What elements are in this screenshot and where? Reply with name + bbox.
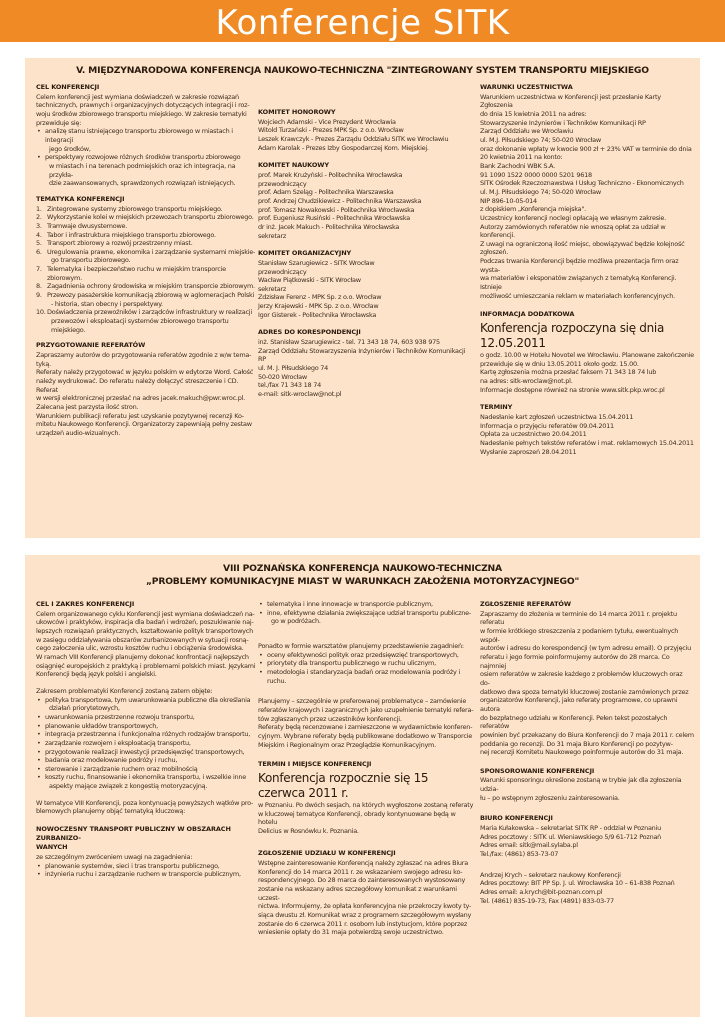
list-item: 3. Tramwaje dwusystemowe.	[36, 221, 128, 230]
text-line: NIP 896-10-05-014	[480, 196, 537, 205]
list-item: 5. Transport zbiorowy a rozwój przestrzenny miast.	[36, 239, 193, 248]
text-line: zostanie na wskazany adres szczegółowy komunikat z warunkami uczest-	[258, 885, 457, 902]
adres-list	[258, 338, 473, 399]
text-line: Tel. (4861) 835-19-73, Fax (4891) 833-03-77	[480, 896, 614, 905]
text-line: prof. Marek Krużyński - Politechnika Wrocławska	[258, 170, 403, 179]
terminy-list	[480, 413, 694, 456]
tematyka-heading: TEMATYKA KONFERENCJI	[36, 194, 125, 203]
text-line: Adres email: a.krych@bit-poznan.com.pl	[480, 888, 603, 897]
text-line: W tematyce VIII Konferencji, poza kontynuacją powyższych wątków pro-	[36, 798, 254, 807]
text-line: W ramach VIII Konferencji planujemy dokonać konfrontacji najlepszych	[36, 652, 249, 661]
list-item: • perspektywy rozwojowe różnych środków transportu zbiorowego w miastach i na terenach podmiejskich oraz ich integracja, na przykła- dzie zaawansowanych, sprawdzonych rozwiązań istniejących.	[36, 153, 257, 188]
text-line: autorów i adresu do korespondencji (w tym adresu email). O przyjęciu	[480, 644, 691, 653]
list-item: • oceny efektywności polityk oraz przedsięwzięć transportowych,	[258, 651, 476, 660]
list-item: • zarządzanie rozwojem i eksploatacją transportu,	[36, 739, 261, 748]
text-line: ukowców i praktyków, inspiracja dla badań i wdrożeń, poszukiwanie naj-	[36, 618, 254, 627]
conference-5-header: V. MIĘDZYNARODOWA KONFERENCJA NAUKOWO-TECHNICZNA "ZINTEGROWANY SYSTEM TRANSPORTU MIEJSKIEGO	[76, 65, 649, 76]
text-line: datkowo dwa spoza tematyki kluczowej zostanie zamówionych przez	[480, 687, 689, 696]
zgloszenie-udzialu-text	[258, 859, 476, 937]
text-line: referatu i jego formie poinformujemy autorów do 28 marca. Co najmniej	[480, 652, 670, 670]
list-item: • planowanie układów transportowych,	[36, 722, 261, 731]
text-line: sekretarz	[258, 284, 287, 293]
list-item: 2. Wykorzystanie kolei w miejskich przewozach transportu zbiorowego.	[36, 213, 254, 222]
text-line: Zdzisław Ferenz - MPK Sp. z o.o. Wrocław	[258, 293, 382, 302]
text-line: ul. M.J. Piłsudskiego 74; 50-020 Wrocław	[480, 135, 601, 144]
list-item: 6. Uregulowania prawne, ekonomika i zarządzanie systemami miejskie- go transportu zbiorowego.	[36, 247, 256, 265]
text-line: Delicius w Rosnówku k. Poznania.	[258, 826, 359, 835]
list-item: 4. Tabor i infrastruktura miejskiego transportu zbiorowego.	[36, 230, 216, 239]
cel-text	[36, 93, 257, 128]
biuro-heading: BIURO KONFERENCJI	[480, 814, 553, 823]
text-line: należy wydrukować. Do referatu należy dołączyć streszczenie i CD. Referat	[36, 377, 239, 394]
text-line: przewodniczący	[258, 267, 307, 276]
termin-heading: TERMIN I MIEJSCE KONFERENCJI	[258, 760, 372, 769]
informacja-heading: INFORMACJA DODATKOWA	[480, 310, 575, 319]
text-line: sekretarz	[258, 231, 287, 240]
text-line: Maria Kułakowska – sekretariat SITK RP - oddział w Poznaniu	[480, 824, 661, 833]
text-line: w wersji elektronicznej przesłać na adres jacek.makuch@pwr.wroc.pl.	[36, 394, 245, 403]
zakres-list	[36, 696, 261, 791]
text-line: Witold Turzański - Prezes MPK Sp. z o.o. Wrocław	[258, 126, 404, 135]
organizacyjny-list	[258, 259, 473, 320]
text-line: w formie krótkiego streszczenia z podaniem tytułu, ewentualnych współ-	[480, 626, 679, 644]
tematyka-kluczowa-text	[36, 799, 261, 816]
text-line: prof. Eugeniusz Rusiński - Politechnika Wrocławska	[258, 214, 410, 223]
text-line: Jerzy Krajewski - MPK Sp. z o.o. Wrocław	[258, 302, 379, 311]
text-line: Bank Zachodni WBK S.A.	[480, 161, 555, 170]
conference-8-header-line-1: VIII POZNAŃSKA KONFERENCJA NAUKOWO-TECHNICZNA	[223, 563, 502, 574]
text-line: cego załoczenia ulic, wzrostu kosztów ruchu i obciążenia środowiska.	[36, 644, 244, 653]
conference-8-header-line-2: „PROBLEMY KOMUNIKACYJNE MIAST W WARUNKACH ZAŁOŻENIA MOTORYZACYJNEGO"	[145, 576, 580, 587]
text-line: Wojciech Adamski - Vice Prezydent Wrocławia	[258, 117, 396, 126]
terminy-heading: TERMINY	[480, 403, 513, 412]
text-line: oraz dokonanie wpłaty w kwocie 900 zł + 23% VAT w terminie do dnia	[480, 144, 692, 153]
przygotowanie-heading: PRZYGOTOWANIE REFERATÓW	[36, 341, 146, 350]
list-item: • inne, efektywne działania zwiększające udział transportu publiczne- go w podróżach.	[258, 609, 476, 626]
text-line: Zapraszamy do złożenia w terminie do 14 marca 2011 r. projektu referatu	[480, 609, 677, 627]
list-item: 9. Przewozy pasażerskie komunikacją zbiorową w aglomeracjach Polski - historia, stan obecny i perspektywy.	[36, 291, 255, 308]
cel-list	[36, 127, 257, 188]
text-line: Podczas trwania Konferencji będzie możliwa prezentacja firm oraz wysta-	[480, 257, 679, 274]
text-line: tyką.	[36, 359, 51, 368]
text-line: przewodniczący	[258, 179, 307, 188]
honorowy-heading: KOMITET HONOROWY	[258, 108, 336, 116]
text-line: siąca dwustu zł. Komunikat wraz z programem szczegółowym wysłany	[258, 911, 472, 920]
list-item: • planowanie systemów, sieci i tras transportu publicznego,	[36, 862, 261, 871]
text-line: e-mail: sitk-wroclaw@not.pl	[258, 390, 342, 399]
text-line: Celem organizowanego cyklu Konferencji jest wymiana doświadczeń na-	[36, 609, 255, 618]
text-line: osiągnięć europejskich z praktyką i problemami polskich miast. Językami	[36, 661, 256, 670]
nowoczesny-list	[36, 862, 261, 879]
text-line: Celem konferencji jest wymiana doświadczeń w zakresie rozwiązań	[36, 92, 239, 101]
text-line: organizatorów Konferencji, jako referaty programowe, co uprawni autora	[480, 696, 678, 713]
text-line: Uczestnicy konferencji noclegi opłacają we własnym zakresie.	[480, 213, 666, 222]
text-line: powinien być przekazany do Biura Konferencji do 7 maja 2011 r. celem	[480, 730, 694, 739]
text-line: Miejskim i Regionalnym oraz Przeglądzie Komunikacyjnym.	[258, 740, 436, 749]
cel-zakres-text	[36, 610, 261, 679]
text-line: w Poznaniu. Po dwóch sesjach, na których wygłoszone zostaną referaty	[258, 800, 474, 809]
text-line: Wysłanie zaproszeń 28.04.2011	[480, 447, 577, 456]
text-line: Zarząd Oddziału we Wrocławiu	[480, 127, 573, 136]
text-line: cyjnym. Wybrane referaty będą publikowane dodatkowo w Transporcie	[258, 731, 472, 740]
text-line: z dopiskiem „Konferencja miejska".	[480, 205, 586, 214]
conf5-column-3	[480, 83, 694, 456]
text-line: 20 kwietnia 2011 na konto:	[480, 153, 563, 162]
text-line: nej recenzji Komitetu Naukowego poinformuje autorów do 31 maja.	[480, 748, 684, 757]
list-item: • uwarunkowania przestrzenne rozwoju transportu,	[36, 713, 261, 722]
text-line: urządzeń audio-wizualnych.	[36, 428, 121, 437]
sponsorowanie-text	[480, 776, 694, 802]
text-line: prof. Tomasz Nowakowski - Politechnika Wrocławska	[258, 205, 415, 214]
nowoczesny-heading-line-2: WANYCH	[36, 843, 68, 852]
text-line: Opłata za uczestnictwo 20.04.2011	[480, 430, 587, 439]
start-date-highlight-poznan: Konferencja rozpocznie się 15 czerwca 2011 r.	[258, 770, 429, 800]
text-line: tel./fax 71 343 18 74	[258, 381, 321, 390]
text-line: poddania go recenzji. Do 31 maja Biuro Konferencji po pozytyw-	[480, 739, 673, 748]
text-line: 91 1090 1522 0000 0000 5201 9618	[480, 170, 592, 179]
przygotowanie-text	[36, 351, 257, 438]
list-item: 8. Zagadnienia ochrony środowiska w miejskim transporcie zbiorowym.	[36, 282, 255, 291]
text-line: Z uwagi na ograniczoną ilość miejsc, obowiązywać będzie kolejność	[480, 239, 685, 248]
text-line: lepszych rozwiązań praktycznych, kształtowanie polityk transportowych	[36, 626, 253, 635]
text-line: Nadesłanie pełnych tekstów referatów i mat. reklamowych 15.04.2011	[480, 438, 694, 447]
text-line: Zalecana jest parzysta ilość stron.	[36, 402, 139, 411]
text-line: Adres pocztowy: BIT PP Sp. J. ul. Wrocławska 10 – 61-838 Poznań	[480, 879, 675, 888]
text-line: Informacja o przyjęciu referatów 09.04.2011	[480, 421, 614, 430]
text-line: dr inż. Jacek Makuch - Politechnika Wrocławska	[258, 222, 400, 231]
text-line: Warunkiem uczestnictwa w Konferencji jest przesłanie Karty Zgłoszenia	[480, 92, 661, 110]
list-item: • analizę stanu istniejącego transportu zbiorowego w miastach i integracji jego środków,	[36, 127, 257, 153]
text-line: na adres: sitk-wroclaw@not.pl.	[480, 377, 573, 386]
text-line: Leszek Krawczyk - Prezes Zarządu Oddziału SITK we Wrocławiu	[258, 134, 449, 143]
text-line: do dnia 15 kwietnia 2011 na adres:	[480, 109, 587, 118]
list-item: • integracja przestrzenna i funkcjonalna różnych rodzajów transportu,	[36, 730, 261, 739]
text-line: wniesienie opłaty do 31 maja potwierdzą swoje uczestnictwo.	[258, 928, 444, 937]
text-line: Wacław Piątkowski - SITK Wrocław	[258, 276, 361, 285]
nowoczesny-heading-line-1: NOWOCZESNY TRANSPORT PUBLICZNY W OBSZARACH ZURBANIZO-	[36, 825, 231, 842]
text-line: Planujemy – szczególnie w preferowanej problematyce – zamówienie	[258, 697, 467, 706]
warsztaty-list	[258, 651, 476, 686]
text-line: Tel./fax: (4861) 853-73-07	[480, 850, 559, 859]
biuro-contact-2	[480, 871, 694, 906]
text-line: w zasięgu oddziaływania obszarów zurbanizowanych w sytuacji rosną-	[36, 635, 249, 644]
honorowy-list	[258, 118, 473, 153]
text-line: prof. Andrzej Chudzikiewicz - Politechnika Warszawska	[258, 196, 422, 205]
list-item: 10. Doświadczenia przewoźników i zarządców infrastruktury w realizacji przewozów i eksploatacji systemów zbiorowego transportu miejskiego.	[36, 308, 252, 334]
sponsorowanie-heading: SPONSOROWANIE KONFERENCJI	[480, 766, 595, 775]
text-line: przewiduje się:	[36, 118, 82, 127]
text-line: Wstępne zainteresowanie Konferencją należy zgłaszać na adres Biura	[258, 859, 468, 868]
conf8-column-1	[36, 600, 261, 879]
text-line: nictwa. Informujemy, że opłata konferencyjna nie przekroczy kwoty ty-	[258, 902, 472, 911]
text-line: Igor Gisterek - Politechnika Wrocławska	[258, 310, 377, 319]
zakres-intro: Zakresem problematyki Konferencji zostaną zatem objęte:	[36, 686, 213, 695]
text-line: Stanisław Szarugiewicz - SITK Wrocław	[258, 258, 375, 267]
zgloszenie-referatow-text	[480, 610, 694, 757]
text-line: do bezpłatnego udziału w Konferencji. Pełen tekst pozostałych referatów	[480, 713, 668, 731]
text-line: technicznych, prawnych i organizacyjnych dotyczących integracji i roz-	[36, 101, 250, 110]
text-line: Warunkiem publikacji referatu jest uzyskanie pozytywnej recenzji Ko-	[36, 411, 244, 420]
conf8-column-3	[480, 600, 694, 905]
nowoczesny-intro: ze szczególnym zwróceniem uwagi na zagadnienia:	[36, 853, 193, 862]
text-line: Adres pocztowy : SITK ul. Wieniawskiego 5/9 61-712 Poznań	[480, 832, 662, 841]
naukowy-list	[258, 171, 473, 240]
termin-text	[258, 801, 476, 836]
text-line: inż. Stanisław Szarugiewicz - tel. 71 343 18 74, 603 938 975	[258, 338, 440, 347]
text-line: w kluczowej tematyce Konferencji, obrady kontynuowane będą w hotelu	[258, 809, 456, 827]
zgloszenie-referatow-heading: ZGŁOSZENIE REFERATÓW	[480, 600, 571, 608]
text-line: o godz. 10.00 w Hotelu Novotel we Wrocławiu. Planowane zakończenie	[480, 351, 694, 360]
topic-list-continued	[258, 600, 476, 626]
text-line: Zarząd Oddziału Stowarzyszenia Inżynierów i Techników Komunikacji RP	[258, 346, 466, 364]
zgloszenie-udzialu-heading: ZGŁOSZENIE UDZIAŁU W KONFERENCJI	[258, 849, 396, 858]
text-line: SITK Ośrodek Rzeczoznawstwa I Usług Techniczno - Ekonomicznych	[480, 179, 684, 188]
informacja-text	[480, 351, 694, 394]
conf5-column-2	[258, 108, 473, 399]
naukowy-heading: KOMITET NAUKOWY	[258, 161, 329, 170]
text-line: łu – po wstępnym zgłoszeniu zainteresowania.	[480, 793, 620, 802]
text-line: osiem referatów w zakresie każdego z problemów kluczowych oraz do-	[480, 670, 683, 687]
warunki-heading: WARUNKI UCZESTNICTWA	[480, 83, 573, 91]
list-item: • badania oraz modelowanie podróży i ruchu,	[36, 756, 261, 765]
text-line: woju środków zbiorowego transportu miejskiego. W zakresie tematyki	[36, 109, 247, 118]
text-line: zgłoszeń.	[480, 248, 509, 257]
list-item: • telematyka i inne innowacje w transporcie publicznym,	[258, 600, 476, 609]
text-line: Adres email: sitk@mail.sylaba.pl	[480, 841, 578, 850]
warunki-text	[480, 93, 694, 301]
text-line: tów zgłaszanych przez uczestników konferencji.	[258, 714, 402, 723]
cel-zakres-heading: CEL I ZAKRES KONFERENCJI	[36, 600, 135, 608]
text-line: Konferencji będą język polski i angielski.	[36, 670, 157, 679]
planujemy-text	[258, 697, 476, 749]
text-line: Referaty należy przygotować w języku polskim w edytorze Word. Całość	[36, 368, 254, 377]
list-item: • przygotowanie realizacji inwestycji przedsięwzięć transportowych,	[36, 748, 261, 757]
list-item: • inżynieria ruchu i zarządzanie ruchem w transporcie publicznym,	[36, 870, 261, 879]
text-line: ul. M.J. Piłsudskiego 74; 50-020 Wrocław	[480, 187, 601, 196]
list-item: • polityka transportowa, tym uwarunkowania publiczne dla określania działań priorytetowych,	[36, 696, 261, 713]
text-line: Andrzej Krych – sekretarz naukowy Konferencji	[480, 870, 621, 879]
conf8-column-2	[258, 600, 476, 937]
list-item: 7. Telematyka i bezpieczeństwo ruchu w miejskim transporcie zbiorowym.	[36, 265, 226, 282]
list-item: • sterowanie i zarządzanie ruchem oraz mobilnością	[36, 765, 261, 774]
list-item: 1. Zintegrowane systemy zbiorowego transportu miejskiego.	[36, 204, 223, 213]
page-title: Konferencje SITK	[215, 3, 510, 43]
text-line: Referaty będą recenzowane i zamieszczone w wydawnictwie konferen-	[258, 723, 473, 732]
start-date-highlight: Konferencja rozpoczyna się dnia 12.05.2011	[480, 321, 665, 351]
conf5-column-1	[36, 83, 257, 438]
text-line: referatów krajowych i zagranicznych jako uzupełnienie tematyki refera-	[258, 705, 474, 714]
text-line: Zapraszamy autorów do przygotowania referatów zgodnie z w/w tema-	[36, 351, 252, 360]
text-line: wa materiałów i eksponatów związanych z tematyką Konferencji. Istnieje	[480, 274, 677, 292]
text-line: Informacje dostępne również na stronie www.sitk.pkp.wroc.pl	[480, 385, 665, 394]
text-line: ul. M. J. Piłsudskiego 74	[258, 364, 329, 373]
list-item: • metodologia i standaryzacja badań oraz modelowania podróży i ruchu.	[258, 668, 476, 685]
title-banner	[0, 0, 725, 42]
list-item: • koszty ruchu, finansowanie i ekonomika transportu, i wszelkie inne aspekty mające związek z kongestią motoryzacyjną.	[36, 773, 261, 790]
biuro-contact-1	[480, 824, 694, 859]
text-line: przewiduje się w dniu 13.05.2011 około godz. 15.00.	[480, 359, 639, 368]
text-line: 50-020 Wrocław	[258, 372, 307, 381]
warsztaty-intro: Ponadto w formie warsztatów planujemy przedstawienie zagadnień:	[258, 641, 464, 650]
text-line: Konferencji do 14 marca 2011 r. ze wskazaniem swojego adresu ko-	[258, 867, 463, 876]
tematyka-list	[36, 205, 257, 335]
text-line: Stowarzyszenie Inżynierów i Techników Komunikacji RP	[480, 118, 646, 127]
text-line: blemowych planujemy objąć tematyką kluczową:	[36, 807, 186, 816]
conference-8-panel	[25, 555, 700, 1017]
text-line: prof. Adam Szeląg - Politechnika Warszawska	[258, 188, 394, 197]
text-line: Kartę zgłoszenia można przesłać faksem 71 343 18 74 lub	[480, 368, 657, 377]
text-line: Adam Karolak - Prezes Izby Gospodarczej Kom. Miejskiej.	[258, 143, 429, 152]
text-line: możliwość umieszczania reklam w materiałach konferencyjnych.	[480, 291, 675, 300]
text-line: zostanie do 6 czerwca 2011 r. osobom lub instytucjom, które poprzez	[258, 919, 468, 928]
cel-heading: CEL KONFERENCJI	[36, 83, 100, 91]
list-item: • priorytety dla transportu publicznego w ruchu ulicznym,	[258, 659, 476, 668]
adres-heading: ADRES DO KORESPONDENCJI	[258, 328, 361, 337]
text-line: respondencyjnego. Do 28 marca do zainteresowanych wystosowany	[258, 876, 466, 885]
organizacyjny-heading: KOMITET ORGANIZACYJNY	[258, 249, 352, 258]
text-line: Warunki sponsoringu określone zostaną w trybie jak dla zgłoszenia udzia-	[480, 776, 682, 794]
text-line: Nadesłanie kart zgłoszeń uczestnictwa 15.04.2011	[480, 413, 634, 421]
text-line: mitetu Naukowego Konferencji. Organizatorzy zapewniają pełny zestaw	[36, 420, 252, 429]
conference-5-panel	[25, 58, 700, 538]
text-line: Autorzy zamówionych referatów nie wnoszą opłat za udział w konferencji.	[480, 222, 666, 240]
